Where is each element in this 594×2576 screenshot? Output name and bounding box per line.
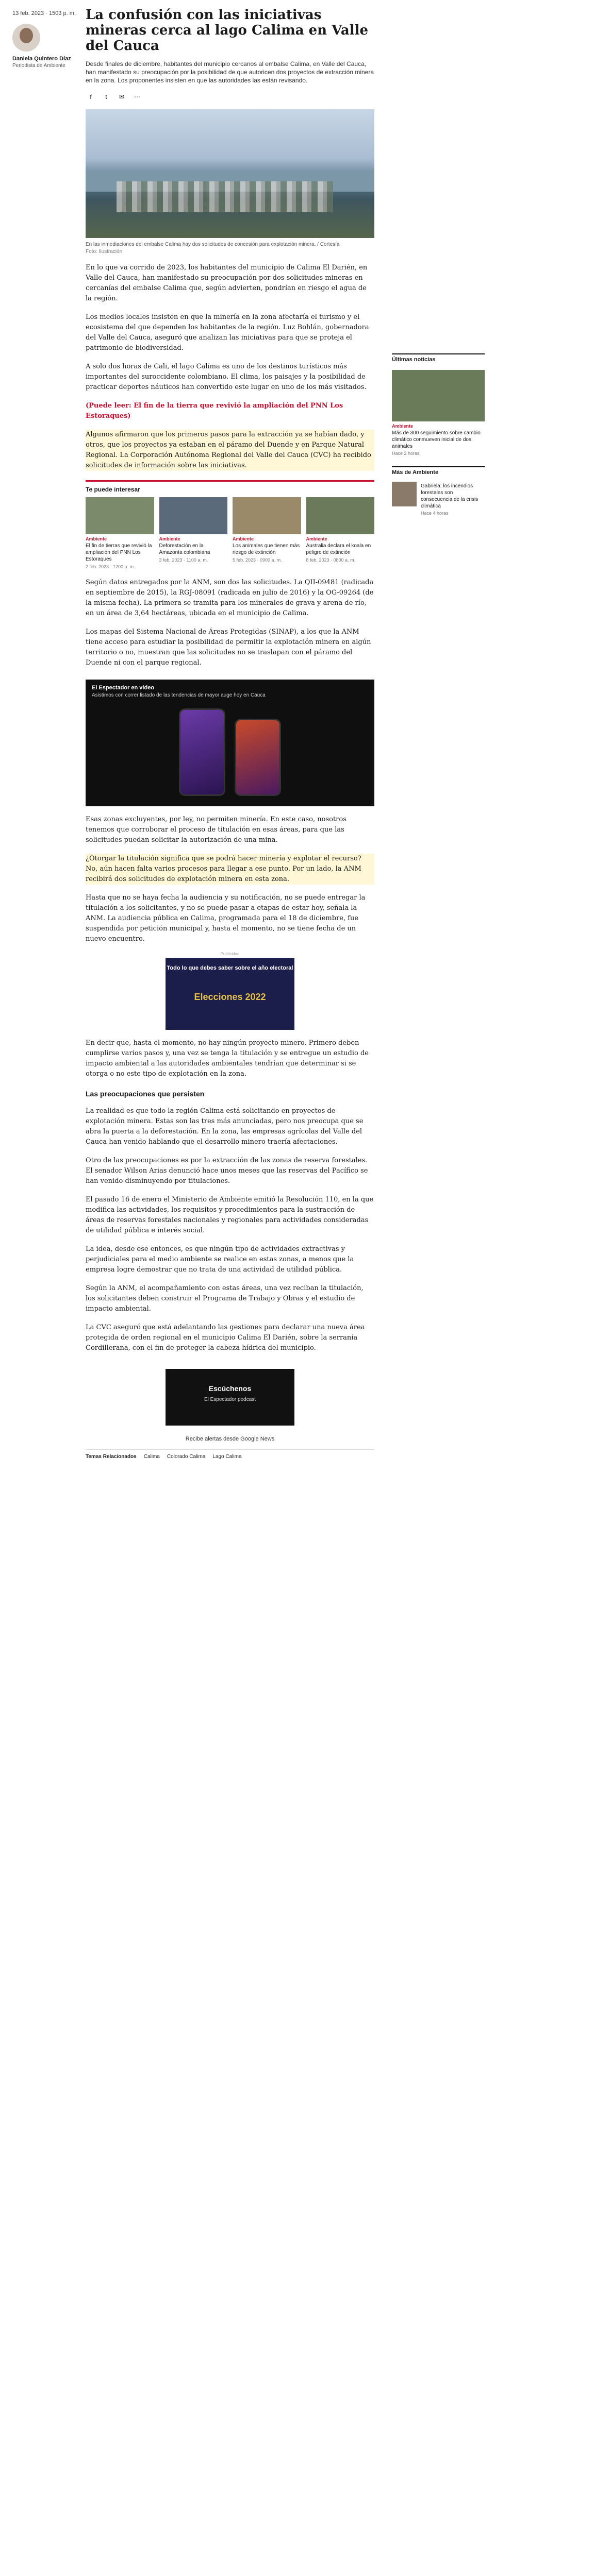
tag-link[interactable]: Lago Calima <box>212 1454 242 1460</box>
video-preview[interactable] <box>92 703 368 796</box>
related-headline[interactable]: Australia declara el koala en peligro de extinción <box>306 543 371 555</box>
paragraph: La CVC aseguró que está adelantando las gestiones para declarar una nueva área protegida de orden regional en el municipio Calima El Darién, sobre la serranía Cordillerana, con el fin de proteger la cabeza hídrica del municipio. <box>86 1324 365 1352</box>
sidebar-more-title: Más de Ambiente <box>392 466 485 476</box>
paragraph: ¿Otorgar la titulación significa que se podrá hacer minería y explotar el recurso? No, aún hacen falta varios procesos para llegar a ese punto. Por un lado, la ANM recibirá dos solicitudes de explotación minera en esta zona. <box>86 854 374 885</box>
twitter-icon[interactable]: t <box>105 93 107 100</box>
article-lead: Desde finales de diciembre, habitantes del municipio cercanos al embalse Calima, en Valle del Cauca, han manifestado su preocupación por la posibilidad de que autoricen dos proyectos de extracción minera en la zona. Los proponentes insisten en que las autoridades las están revisando. <box>86 60 374 84</box>
related-headline[interactable]: Los animales que tienen más riesgo de extinción <box>233 543 300 555</box>
phone-screen <box>235 719 281 796</box>
sidebar-image[interactable] <box>392 370 485 421</box>
related-date: 3 feb. 2023 · 1100 a. m. <box>159 557 208 563</box>
inline-related-link[interactable]: (Puede leer: El fin de la tierra que revivió la ampliación del PNN Los Estoraques) <box>86 402 343 420</box>
hero-caption: En las inmediaciones del embalse Calima hay dos solicitudes de concesión para explotación minera. / Cortesía <box>86 242 340 247</box>
podcast-title[interactable]: Escúchenos <box>208 1384 252 1393</box>
sidebar-date: Hace 2 horas <box>392 451 420 456</box>
phone-screen <box>179 708 225 796</box>
paragraph: Otro de las preocupaciones es por la extracción de las zonas de reserva forestales. El senador Wilson Arias denunció hace unos meses que las reservas del Pacífico se han venido disminuyendo por titulaciones. <box>86 1157 368 1185</box>
embed-description: Asistimos con correr listado de las tendencias de mayor auge hoy en Cauca <box>92 692 266 698</box>
related-image[interactable] <box>86 497 154 534</box>
sidebar-headline[interactable]: Más de 300 seguimiento sobre cambio climático conmueven inicial de dos animales <box>392 430 481 449</box>
paragraph: Hasta que no se haya fecha la audiencia y su notificación, no se puede entregar la titulación a los solicitantes, y no se puede pasar a etapas de estar hoy, señala la ANM. La audiencia pública en Calima, programada para el 18 de diciembre, fue suspendida por petición municipal y, hasta el momento, no se tiene fecha de un nuevo encuentro. <box>86 894 366 943</box>
paragraph: En lo que va corrido de 2023, los habitantes del municipio de Calima El Darién, en Valle del Cauca, han manifestado su preocupación por dos solicitudes mineras en cercanías del embalse Calima que, según advierten, pondrían en riesgo el agua de la región. <box>86 264 368 302</box>
video-embed[interactable] <box>86 680 374 806</box>
related-card[interactable] <box>233 497 301 569</box>
podcast-banner[interactable] <box>166 1369 294 1426</box>
paragraph: El pasado 16 de enero el Ministerio de Ambiente emitió la Resolución 110, en la que modifica las actividades, los requisitos y procedimientos para la sustracción de áreas de reservas forestales nacionales y regionales para actividades consideradas de utilidad pública e interés social. <box>86 1196 374 1234</box>
share-bar <box>86 92 374 102</box>
paragraph: Según la ANM, el acompañamiento con estas áreas, una vez reciban la titulación, los solicitantes deben construir el Programa de Trabajo y Obras y el estudio de impacto ambiental. <box>86 1284 364 1313</box>
tag-link[interactable]: Calima <box>143 1454 160 1460</box>
embed-title: El Espectador en video <box>92 685 155 691</box>
publish-date: 13 feb. 2023 · 1503 p. m. <box>12 10 76 16</box>
google-news-link[interactable]: Recibe alertas desde Google News <box>185 1436 275 1442</box>
related-category[interactable]: Ambiente <box>306 536 327 541</box>
paragraph: A solo dos horas de Cali, el lago Calima es uno de los destinos turísticos más importantes del suroccidente colombiano. El clima, los paisajes y la posibilidad de practicar deportes náuticos han convertido este lugar en uno de los más visitados. <box>86 363 367 391</box>
related-headline[interactable]: El fin de tierras que revivió la ampliación del PNN Los Estoraques <box>86 543 152 562</box>
ad-heading[interactable]: Todo lo que debes saber sobre el año electoral <box>167 965 293 971</box>
facebook-icon[interactable]: f <box>90 93 92 100</box>
related-image[interactable] <box>306 497 375 534</box>
sidebar-featured[interactable] <box>392 370 485 456</box>
paragraph: Los mapas del Sistema Nacional de Áreas Protegidas (SINAP), a los que la ANM tiene acceso para estudiar la posibilidad de permitir la explotación minera en algún territorio o no, muestran que las solicitudes no se traslapan con el páramo del Duende ni con el parque regional. <box>86 628 371 667</box>
more-icon[interactable]: ⋯ <box>134 93 140 100</box>
sidebar-category[interactable]: Ambiente <box>392 423 414 429</box>
related-title: Te puede interesar <box>86 486 140 493</box>
paragraph: Algunos afirmaron que los primeros pasos para la extracción ya se habían dado, y otros, que los proyectos ya estaban en el páramo del Duende y en Parque Natural Regional. La Corporación Autónoma Regional del Valle del Cauca (CVC) ha recibido solicitudes de información sobre las iniciativas. <box>86 430 374 471</box>
ad-label: Publicidad <box>220 952 240 956</box>
sidebar-thumb[interactable] <box>392 482 417 506</box>
article-title: La confusión con las iniciativas mineras cerca al lago Calima en Valle del Cauca <box>86 7 369 54</box>
sidebar-title: Últimas noticias <box>392 353 485 363</box>
author-block <box>12 10 79 69</box>
sidebar-item[interactable] <box>392 482 485 516</box>
paragraph: Esas zonas excluyentes, por ley, no permiten minería. En este caso, nosotros tenemos que corroborar el proceso de titulación en esas áreas, para que las solicitudes puedan solicitar la autorización de una mina. <box>86 816 346 844</box>
paragraph: La idea, desde ese entonces, es que ningún tipo de actividades extractivas y perjudiciales para el medio ambiente se realice en estas zonas, a menos que la empresa logre demostrar que no trata de una actividad de utilidad pública. <box>86 1245 354 1274</box>
paragraph: Según datos entregados por la ANM, son dos las solicitudes. La QII-09481 (radicada en septiembre de 2015), la RGJ-08091 (radicada en julio de 2016) y la OG-09264 (de la misma fecha). La primera se tramita para los minerales de grava y arena de río, en un área de 3,64 hectáreas, ubicada en el municipio de Calima. <box>86 579 374 617</box>
related-date: 5 feb. 2023 · 0900 a. m. <box>233 557 282 563</box>
article <box>86 0 374 1460</box>
related-strip <box>86 480 374 569</box>
related-card[interactable] <box>86 497 154 569</box>
related-date: 8 feb. 2023 · 0800 a. m. <box>306 557 356 563</box>
paragraph: En decir que, hasta el momento, no hay ningún proyecto minero. Primero deben cumplirse varios pasos y, una vez se tenga la titulación y se entregue un estudio de impacto ambiental a las autoridades ambientales tendrían que determinar si se otorga o no este tipo de explotación en la zona. <box>86 1039 369 1078</box>
paragraph: Los medios locales insisten en que la minería en la zona afectaría el turismo y el ecosistema del que dependen los habitantes de la región. Luz Bohlán, gobernadora del Valle del Cauca, aseguró que analizan las iniciativas para que se proteja el patrimonio de biodiversidad. <box>86 313 369 352</box>
section-subhead: Las preocupaciones que persisten <box>86 1090 205 1098</box>
sidebar-headline[interactable]: Gabriela: los incendios forestales son consecuencia de la crisis climática <box>421 483 478 509</box>
ad-brand[interactable]: Elecciones 2022 <box>194 992 266 1002</box>
related-image[interactable] <box>159 497 228 534</box>
author-role: Periodista de Ambiente <box>12 63 65 69</box>
related-category[interactable]: Ambiente <box>86 536 107 541</box>
author-name[interactable]: Daniela Quintero Díaz <box>12 56 71 62</box>
sidebar <box>392 353 485 516</box>
related-card[interactable] <box>306 497 375 569</box>
related-category[interactable]: Ambiente <box>159 536 180 541</box>
hero-image <box>86 109 374 238</box>
tags-label: Temas Relacionados <box>86 1454 137 1460</box>
hero-credit: Foto: Ilustración <box>86 249 123 255</box>
related-image[interactable] <box>233 497 301 534</box>
related-category[interactable]: Ambiente <box>233 536 254 541</box>
paragraph: La realidad es que todo la región Calima está solicitando en proyectos de explotación minera. Estas son las tres más anunciadas, pero nos preocupa que se abra la puerta a la deforestación. En la zona, las empresas agrícolas del Valle del Cauca han venido hablando que el desarrollo minero traería afectaciones. <box>86 1107 364 1146</box>
related-date: 2 feb. 2023 · 1200 p. m. <box>86 564 135 569</box>
author-avatar[interactable] <box>12 24 40 52</box>
related-tags <box>86 1449 374 1460</box>
ad-banner[interactable] <box>166 952 294 1030</box>
tag-link[interactable]: Colorado Calima <box>167 1454 206 1460</box>
related-card[interactable] <box>159 497 228 569</box>
podcast-subtitle: El Espectador podcast <box>204 1397 256 1402</box>
email-icon[interactable]: ✉ <box>119 93 125 100</box>
related-headline[interactable]: Deforestación en la Amazonía colombiana <box>159 543 210 555</box>
sidebar-date: Hace 4 horas <box>421 511 449 516</box>
